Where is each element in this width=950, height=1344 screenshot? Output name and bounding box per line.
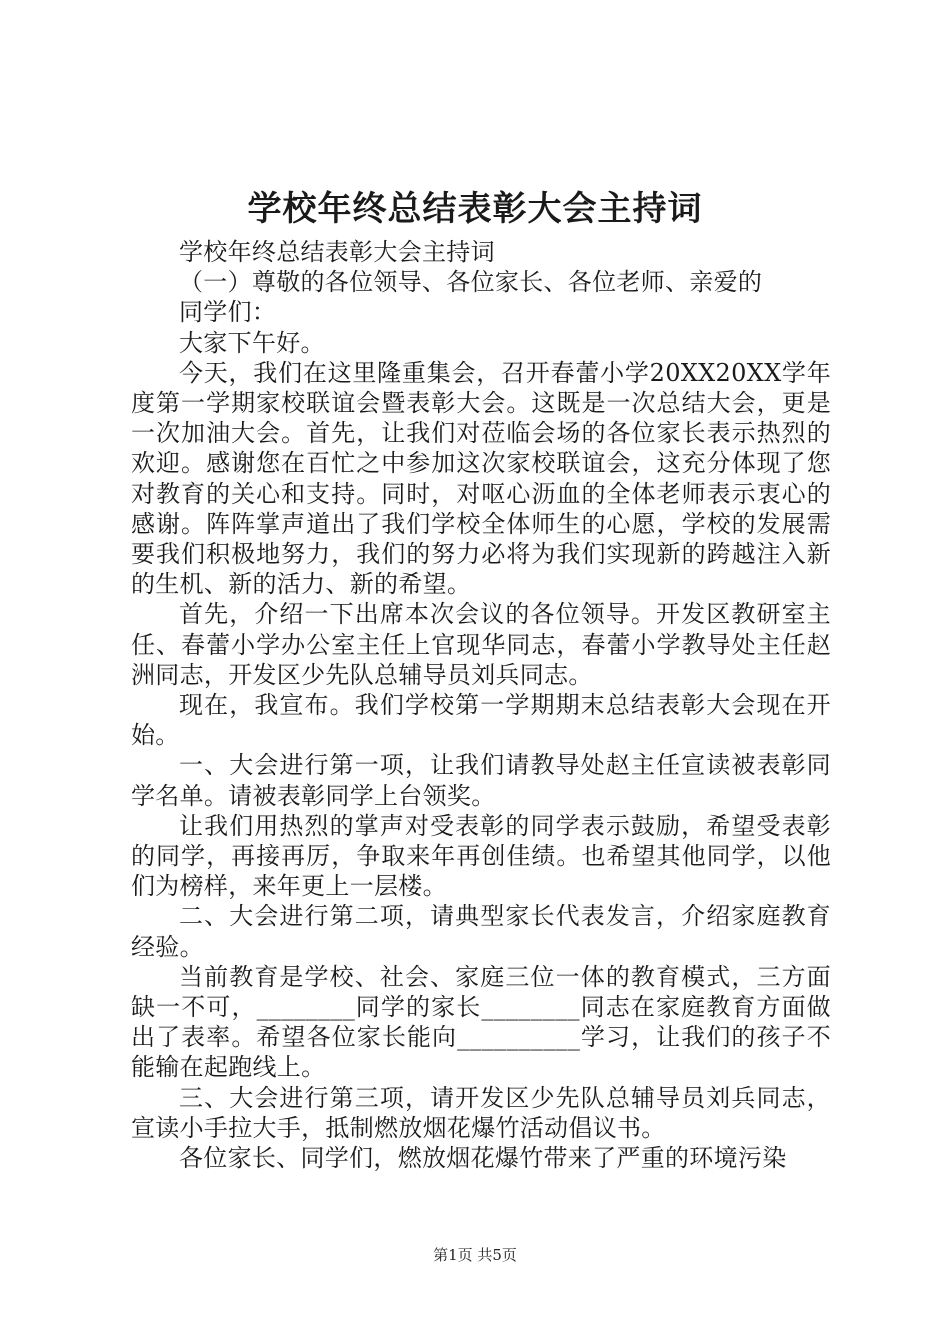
body-paragraph: 首先，介绍一下出席本次会议的各位领导。开发区教研室主任、春蕾小学办公室主任上官现华同志，春蕾小学教导处主任赵洲同志，开发区少先队总辅导员刘兵同志。 bbox=[131, 600, 831, 689]
body-paragraph: 一、大会进行第一项，让我们请教导处赵主任宣读被表彰同学名单。请被表彰同学上台领奖。 bbox=[131, 751, 831, 810]
body-paragraph: 当前教育是学校、社会、家庭三位一体的教育模式，三方面缺一不可，________同学的家长________同志在家庭教育方面做出了表率。希望各位家长能向__________学习，让我们的孩子不能输在起跑线上。 bbox=[131, 962, 831, 1082]
body-paragraph: 二、大会进行第二项，请典型家长代表发言，介绍家庭教育经验。 bbox=[131, 902, 831, 961]
body-paragraph: 现在，我宣布。我们学校第一学期期末总结表彰大会现在开始。 bbox=[131, 691, 831, 750]
body-paragraph: 各位家长、同学们，燃放烟花爆竹带来了严重的环境污染 bbox=[179, 1144, 787, 1173]
body-paragraph: 让我们用热烈的掌声对受表彰的同学表示鼓励，希望受表彰的同学，再接再厉，争取来年再创佳绩。也希望其他同学，以他们为榜样，来年更上一层楼。 bbox=[131, 811, 831, 901]
body-paragraph: 三、大会进行第三项，请开发区少先队总辅导员刘兵同志，宣读小手拉大手，抵制燃放烟花爆竹活动倡议书。 bbox=[131, 1083, 831, 1142]
body-paragraph: 同学们： bbox=[179, 298, 277, 327]
page-footer: 第1页 共5页 bbox=[433, 1246, 517, 1264]
body-paragraph: 大家下午好。 bbox=[179, 328, 325, 357]
document-body bbox=[131, 237, 831, 1173]
body-paragraph: 今天，我们在这里隆重集会，召开春蕾小学20XX20XX学年度第一学期家校联谊会暨表彰大会。这既是一次总结大会，更是一次加油大会。首先，让我们对莅临会场的各位家长表示热烈的欢迎。感谢您在百忙之中参加这次家校联谊会，这充分体现了您对教育的关心和支持。同时，对呕心沥血的全体老师表示衷心的感谢。阵阵掌声道出了我们学校全体师生的心愿，学校的发展需要我们积极地努力，我们的努力必将为我们实现新的跨越注入新的生机、新的活力、新的希望。 bbox=[131, 358, 831, 599]
body-paragraph: （一）尊敬的各位领导、各位家长、各位老师、亲爱的 bbox=[179, 268, 763, 297]
body-paragraph: 学校年终总结表彰大会主持词 bbox=[179, 238, 495, 266]
document-title: 学校年终总结表彰大会主持词 bbox=[247, 189, 703, 229]
